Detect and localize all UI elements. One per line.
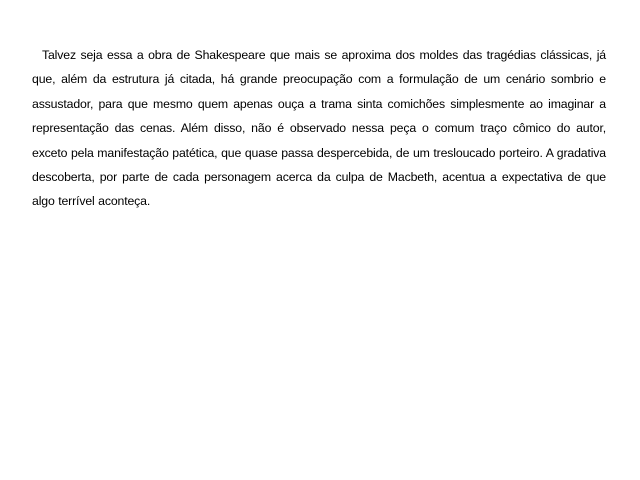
body-paragraph: Talvez seja essa a obra de Shakespeare que mais se aproxima dos moldes das tragédias clássicas, já que, além da estrutura já citada, há grande preocupação com a formulação de um cenário sombrio e assustador, para que mesmo quem apenas ouça a trama sinta comichões simplesmente ao imaginar a representação das cenas. Além disso, não é observado nessa peça o comum traço cômico do autor, exceto pela manifestação patética, que quase passa despercebida, de um tresloucado porteiro. A gradativa descoberta, por parte de cada personagem acerca da culpa de Macbeth, acentua a expectativa de que algo terrível aconteça. <box>32 48 606 209</box>
